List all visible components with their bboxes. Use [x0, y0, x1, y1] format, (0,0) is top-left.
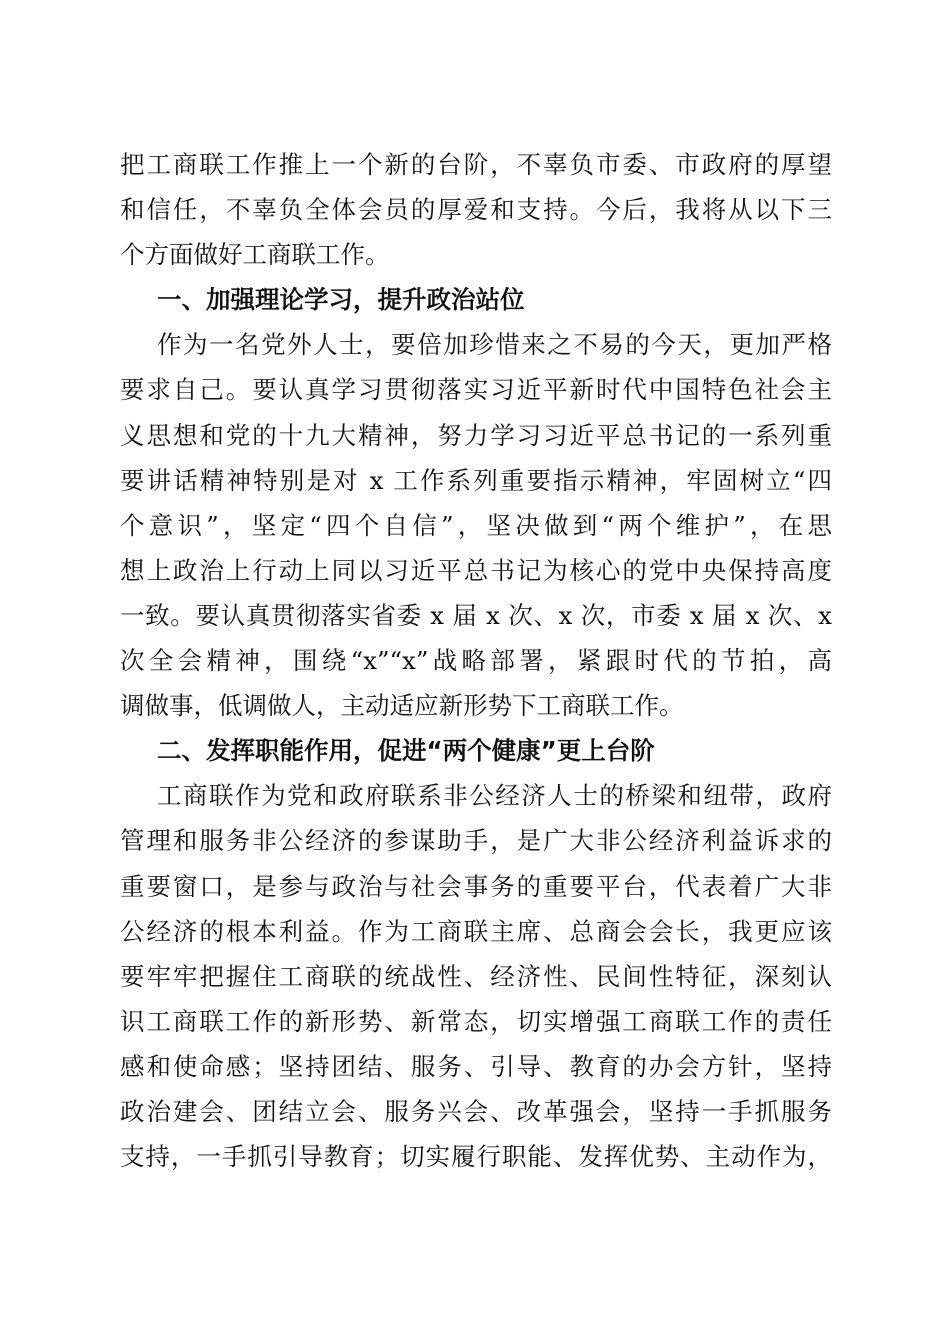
section-heading-2: 二、发挥职能作用，促进“两个健康”更上台阶 — [157, 736, 655, 766]
paragraph-line: 义思想和党的十九大精神，努力学习习近平总书记的一系列重 — [120, 420, 832, 450]
paragraph-line: 重要窗口，是参与政治与社会事务的重要平台，代表着广大非 — [120, 871, 832, 901]
paragraph-line: 政治建会、团结立会、服务兴会、改革强会，坚持一手抓服务 — [120, 1096, 832, 1126]
paragraph-line: 调做事，低调做人，主动适应新形势下工商联工作。 — [120, 691, 684, 721]
paragraph-line: 公经济的根本利益。作为工商联主席、总商会会长，我更应该 — [120, 916, 832, 946]
paragraph-line: 个方面做好工商联工作。 — [120, 240, 390, 270]
paragraph-line: 作为一名党外人士，要倍加珍惜来之不易的今天，更加严格 — [157, 330, 832, 360]
paragraph-line: 支持，一手抓引导教育；切实履行职能、发挥优势、主动作为， — [120, 1142, 832, 1172]
paragraph-line: 次全会精神，围绕“x”“x”战略部署，紧跟时代的节拍，高 — [120, 646, 832, 676]
paragraph-line: 一致。要认真贯彻落实省委 x 届 x 次、x 次，市委 x 届 x 次、x — [120, 600, 832, 630]
paragraph-line: 把工商联工作推上一个新的台阶，不辜负市委、市政府的厚望 — [120, 150, 832, 179]
paragraph-line: 和信任，不辜负全体会员的厚爱和支持。今后，我将从以下三 — [120, 195, 832, 225]
paragraph-line: 识工商联工作的新形势、新常态，切实增强工商联工作的责任 — [120, 1006, 832, 1036]
paragraph-line: 管理和服务非公经济的参谋助手，是广大非公经济利益诉求的 — [120, 826, 832, 856]
body-text — [120, 142, 832, 1179]
paragraph-line: 感和使命感；坚持团结、服务、引导、教育的办会方针，坚持 — [120, 1051, 832, 1081]
paragraph-line: 要讲话精神特别是对 x 工作系列重要指示精神，牢固树立“四 — [120, 465, 832, 495]
paragraph-line: 个意识”，坚定“四个自信”，坚决做到“两个维护”，在思 — [120, 510, 832, 540]
paragraph-line: 要牢牢把握住工商联的统战性、经济性、民间性特征，深刻认 — [120, 961, 832, 991]
paragraph-line: 工商联作为党和政府联系非公经济人士的桥梁和纽带，政府 — [157, 781, 832, 811]
paragraph-line: 要求自己。要认真学习贯彻落实习近平新时代中国特色社会主 — [120, 375, 832, 405]
paragraph-line: 想上政治上行动上同以习近平总书记为核心的党中央保持高度 — [120, 555, 832, 585]
section-heading-1: 一、加强理论学习，提升政治站位 — [157, 285, 525, 315]
